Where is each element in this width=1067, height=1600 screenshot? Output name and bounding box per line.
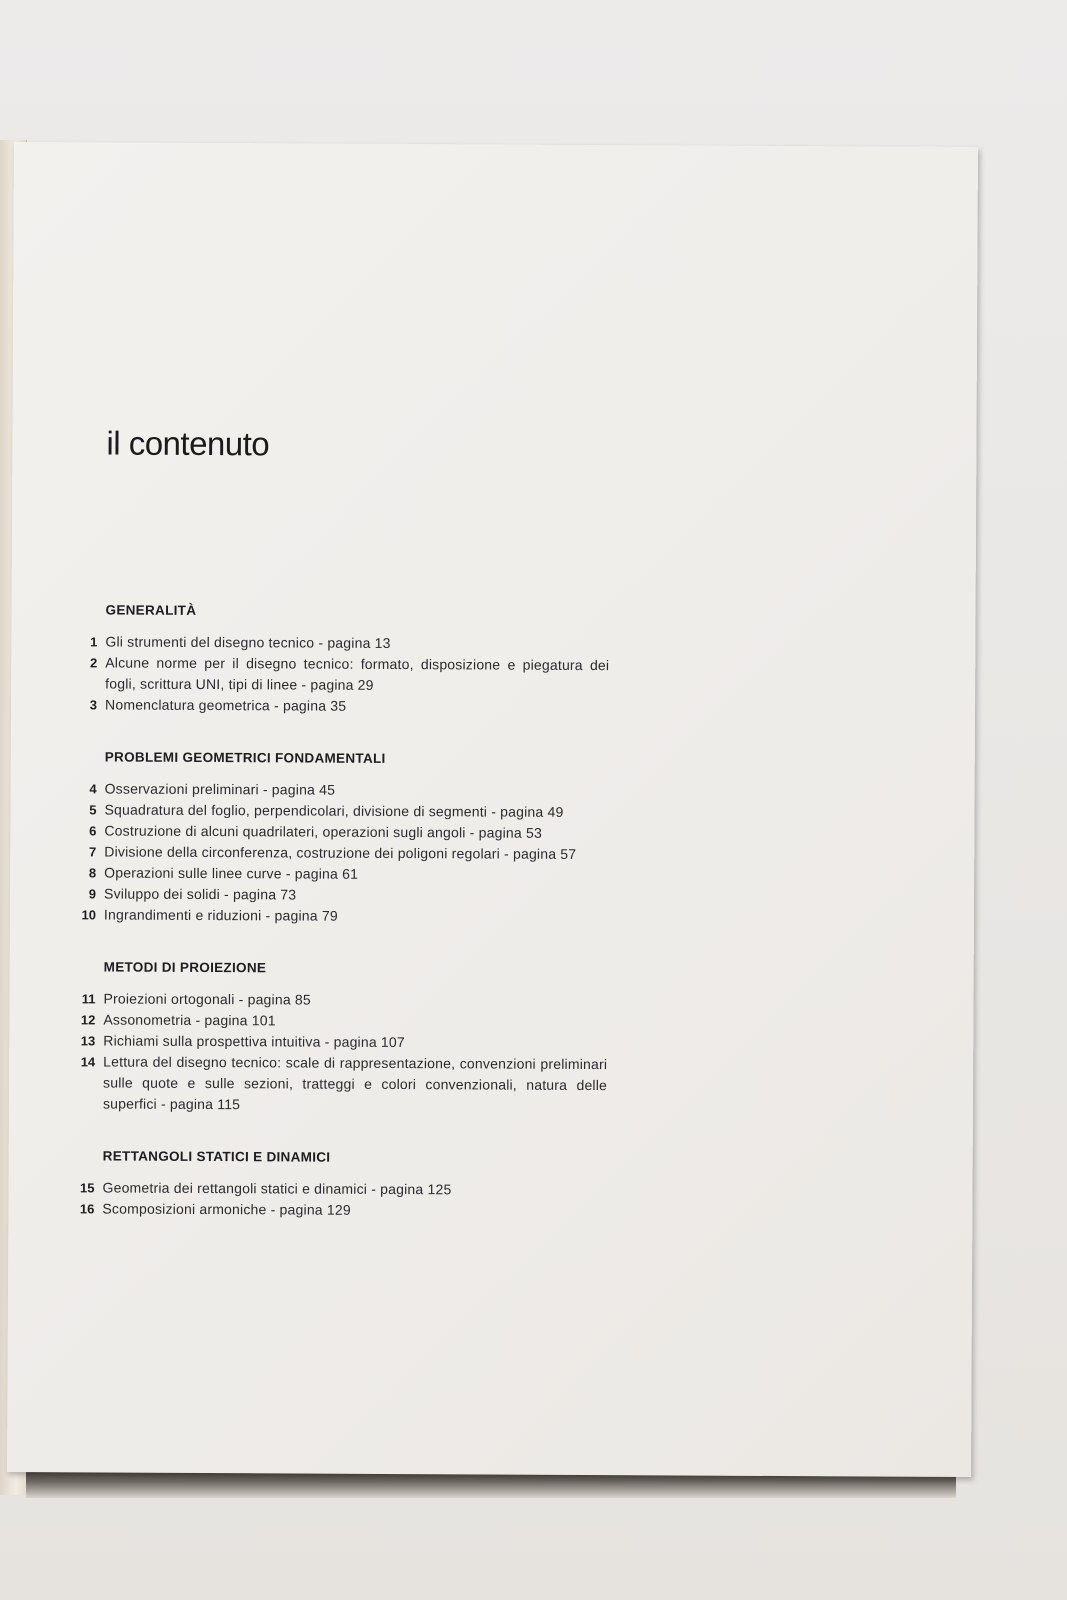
entry-text: Richiami sulla prospettiva intuitiva - pagina 107 [103,1032,405,1051]
entry-text: Geometria dei rettangoli statici e dinamici - pagina 125 [102,1179,452,1198]
entry-number: 2 [89,655,98,671]
toc-entry [78,799,608,823]
page-title: il contenuto [106,424,270,463]
table-of-contents [76,602,609,1256]
entry-number: 11 [81,991,96,1007]
entry-number: 4 [89,781,97,797]
toc-section [79,602,610,718]
entry-text: Assonometria - pagina 101 [103,1011,276,1029]
entry-text: Osservazioni preliminari - pagina 45 [104,780,336,798]
toc-entry [78,883,608,907]
toc-entry [79,652,609,697]
entry-text: Proiezioni ortogonali - pagina 85 [103,990,311,1008]
section-heading: RETTANGOLI STATICI E DINAMICI [102,1148,331,1165]
entry-number: 1 [90,634,98,650]
toc-entry [77,988,607,1012]
book-page [7,142,978,1477]
toc-entry [78,904,608,928]
toc-entry [77,1030,607,1054]
entry-text: Ingrandimenti e riduzioni - pagina 79 [103,906,338,924]
section-heading: PROBLEMI GEOMETRICI FONDAMENTALI [104,749,386,766]
toc-entry [79,631,609,655]
entry-number: 5 [89,802,97,818]
toc-entry [77,1009,607,1033]
entry-number: 14 [80,1054,96,1070]
entry-text: Alcune norme per il disegno tecnico: formato, disposizione e piegatura dei fogli, scrittura UNI, tipi di linee - pagina 29 [105,654,610,693]
entry-text: Operazioni sulle linee curve - pagina 61 [104,864,359,882]
toc-entry [79,694,609,718]
entry-number: 10 [81,907,96,923]
toc-section [78,749,609,928]
entry-text: Lettura del disegno tecnico: scale di rappresentazione, convenzioni preliminari sulle quote e sulle sezioni, tratteggi e colori convenzionali, natura delle superfici - pagina 115 [102,1053,608,1113]
toc-entry [76,1177,606,1201]
entry-number: 3 [89,697,98,713]
entry-number: 13 [80,1033,96,1049]
entry-number: 16 [79,1201,95,1217]
entry-number: 6 [89,823,97,839]
toc-entry [78,820,608,844]
toc-entry [79,778,609,802]
entry-text: Squadratura del foglio, perpendicolari, divisione di segmenti - pagina 49 [104,801,564,820]
entry-text: Scomposizioni armoniche - pagina 129 [102,1200,351,1218]
entry-number: 15 [80,1180,95,1196]
toc-entry [78,862,608,886]
section-heading: METODI DI PROIEZIONE [103,959,267,976]
toc-entry [76,1198,606,1222]
toc-entry [78,841,608,865]
toc-section [76,1148,606,1222]
toc-section [77,959,608,1117]
entry-number: 8 [88,865,97,881]
entry-text: Gli strumenti del disegno tecnico - pagina 13 [105,633,391,651]
entry-text: Costruzione di alcuni quadrilateri, operazioni sugli angoli - pagina 53 [104,822,543,841]
section-heading: GENERALITÀ [105,602,197,618]
entry-number: 9 [88,886,97,902]
toc-entry [77,1051,607,1117]
entry-number: 12 [80,1012,96,1028]
entry-text: Nomenclatura geometrica - pagina 35 [105,696,347,714]
entry-text: Divisione della circonferenza, costruzione dei poligoni regolari - pagina 57 [104,843,577,862]
entry-number: 7 [89,844,97,860]
entry-text: Sviluppo dei solidi - pagina 73 [104,885,297,903]
